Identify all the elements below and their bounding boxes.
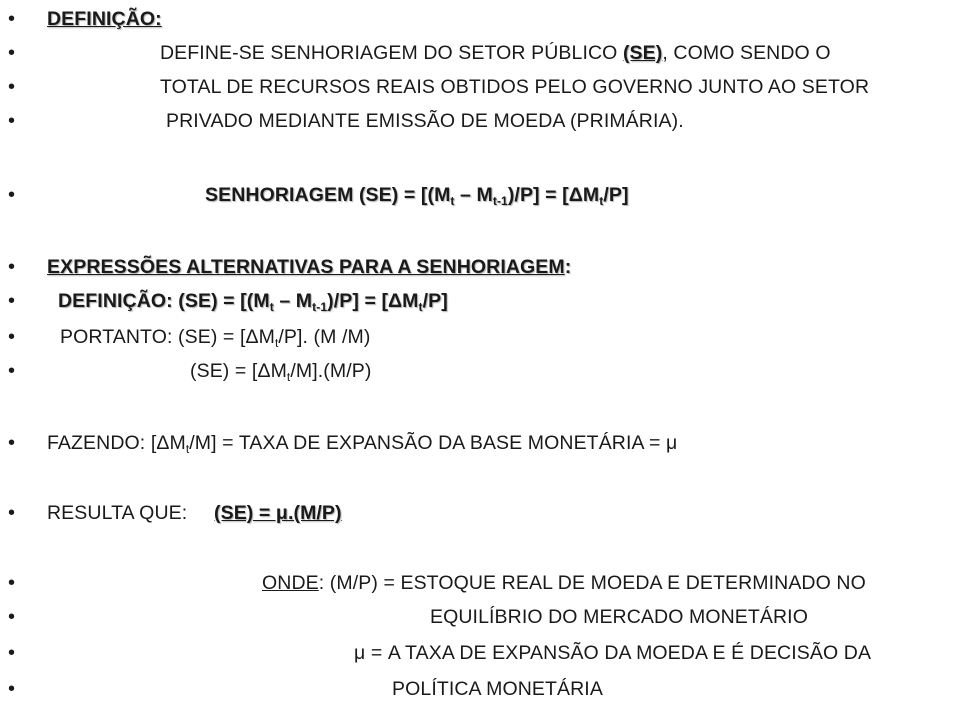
bullet: • bbox=[8, 110, 16, 132]
definition-heading-line bbox=[0, 4, 960, 34]
bullet: • bbox=[8, 678, 16, 700]
result-label: RESULTA QUE: bbox=[47, 502, 188, 524]
bullet: • bbox=[8, 326, 16, 348]
definition-text: TOTAL DE RECURSOS REAIS OBTIDOS PELO GOVERNO JUNTO AO SETOR bbox=[160, 76, 870, 98]
where-line-2 bbox=[0, 602, 960, 632]
rewritten-formula-line bbox=[0, 356, 960, 386]
where-text: POLÍTICA MONETÁRIA bbox=[392, 678, 603, 700]
bullet: • bbox=[8, 76, 16, 98]
definition-text: DEFINE-SE SENHORIAGEM DO SETOR PÚBLICO (SE), COMO SENDO O bbox=[160, 42, 831, 64]
alternatives-heading-line bbox=[0, 252, 960, 282]
definition-line-2 bbox=[0, 72, 960, 102]
seigniorage-formula: SENHORIAGEM $(SE) = [(M_t - M_{t-1})/P] = [\Delta M_t/P]$ bbox=[205, 184, 629, 208]
definition-heading: DEFINIÇÃO: bbox=[47, 8, 162, 30]
result-line bbox=[0, 498, 960, 528]
bullet: • bbox=[8, 184, 16, 206]
alternatives-heading: EXPRESSÕES ALTERNATIVAS PARA A SENHORIAGEM: bbox=[47, 256, 572, 278]
therefore-formula: PORTANTO: $(SE) = [\Delta M_t/P]$. (M /M) bbox=[60, 326, 371, 350]
where-line-1 bbox=[0, 568, 960, 598]
bullet: • bbox=[8, 290, 16, 312]
definition-text: PRIVADO MEDIANTE EMISSÃO DE MOEDA (PRIMÁRIA). bbox=[166, 110, 684, 132]
bullet: • bbox=[8, 642, 16, 664]
where-text: ONDE: (M/P) = ESTOQUE REAL DE MOEDA E DETERMINADO NO bbox=[262, 572, 866, 594]
where-text: EQUILÍBRIO DO MERCADO MONETÁRIO bbox=[430, 606, 808, 628]
doing-line bbox=[0, 428, 960, 458]
where-line-3 bbox=[0, 638, 960, 668]
bullet: • bbox=[8, 606, 16, 628]
bullet: • bbox=[8, 502, 16, 524]
where-text: μ = A TAXA DE EXPANSÃO DA MOEDA E É DECISÃO DA bbox=[354, 642, 872, 664]
bullet: • bbox=[8, 432, 16, 454]
where-line-4 bbox=[0, 674, 960, 704]
se-term: (SE) bbox=[622, 42, 663, 64]
seigniorage-formula-line bbox=[0, 180, 960, 210]
result-formula: (SE) = μ.(M/P) bbox=[214, 502, 342, 524]
bullet: • bbox=[8, 360, 16, 382]
definition-formula: DEFINIÇÃO: $(SE) = [(M_t - M_{t-1})/P] = [\Delta M_t/P]$ bbox=[58, 290, 448, 314]
definition-line-1 bbox=[0, 38, 960, 68]
rewritten-formula: $(SE) = [\Delta M_t/M].(M/P)$ bbox=[190, 360, 372, 384]
bullet: • bbox=[8, 8, 16, 30]
bullet: • bbox=[8, 42, 16, 64]
bullet: • bbox=[8, 572, 16, 594]
therefore-line bbox=[0, 322, 960, 352]
definition-line-3 bbox=[0, 106, 960, 136]
definition-formula-line bbox=[0, 286, 960, 316]
doing-formula: FAZENDO: $[\Delta M_t/M]$ = TAXA DE EXPANSÃO DA BASE MONETÁRIA = μ bbox=[47, 432, 678, 456]
bullet: • bbox=[8, 256, 16, 278]
